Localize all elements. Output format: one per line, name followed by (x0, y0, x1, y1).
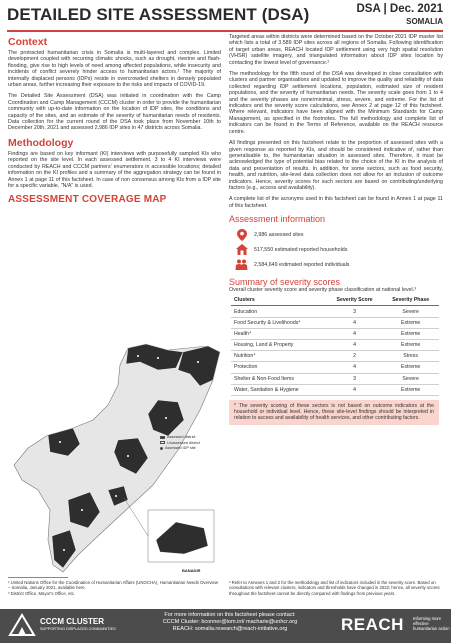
cell-score: 4 (327, 340, 383, 351)
overview-households (235, 242, 443, 257)
country-label: SOMALIA (406, 17, 443, 26)
cell-phase: Extreme (382, 384, 439, 395)
methodology-heading: Methodology (8, 136, 74, 149)
cell-score: 3 (327, 306, 383, 317)
cccm-cluster-name: CCCM CLUSTER (40, 617, 104, 626)
cell-cluster: Housing, Land & Property (231, 340, 327, 351)
context-paragraph-1: The protracted humanitarian crisis in Somalia is multi-layered and complex. Limited development coupled with recurring climatic shocks, such as drought, riverine and flash-flooding, give rise to high levels of need among affected populations, while insecurity and incidents of conflict severely hinder access to humanitarian actors.¹ The majority of internally displaced persons (IDPs) reside in overcrowded shelters in densely populated urban areas, further increasing their exposure to the risks and impacts of COVID-19. (8, 50, 221, 89)
cell-score: 4 (327, 362, 383, 373)
severity-table-header (231, 295, 439, 306)
contact-line-3: REACH: somalia.research@reach-initiative.org (172, 626, 288, 632)
reach-logo: REACH (341, 615, 404, 634)
location-pin-icon (235, 229, 248, 241)
cell-cluster: Health⁴ (231, 328, 327, 339)
intro-paragraph-1: Targeted areas within districts were determined based on the October 2021 IDP master list which lists a total of 3,589 IDP sites across all regions of Somalia. Following identification of target urban areas, REACH located IDP settlement using very high spatial resolution (VHSR) satellite imagery, and triangulated information about IDP sites location by contacting the lowest level of governance.² (229, 34, 443, 66)
cell-phase: Extreme (382, 317, 439, 328)
cell-score: 2 (327, 351, 383, 362)
report-date: DSA | Dec. 2021 (356, 3, 443, 15)
page-header (0, 0, 451, 30)
cell-phase: Extreme (382, 340, 439, 351)
legend-label-unassessed: Unassessed district (167, 440, 200, 445)
severity-note: * The severity scoring of these sectors is not based on outcome indicators at the household or individual level. Hence, these site-level findings should be interpreted in relation to access and availability of health services, and other contributing factors. (229, 400, 439, 425)
severity-subtitle: Overall cluster severity score and severity phase classification at national level.³ (229, 287, 416, 294)
overview-households-text: 517,550 estimated reported households (254, 246, 348, 253)
contact-info (130, 612, 330, 633)
cell-phase: Severe (382, 373, 439, 384)
overview-individuals (235, 257, 443, 272)
overview-sites (235, 227, 443, 242)
map-legend (160, 435, 200, 452)
intro-paragraph-3: All findings presented on this factsheet relate to the proportion of assessed sites with a given response as reported by KIs, and should be considered indicative of, rather than generalisable to, the humanitarian situation in assessed sites. Therefore, it must be acknowledged the type of potential bias related to the choice of the KI in the analysis of data and presentation of results. In addition, for some sectors, such as food security, health, and nutrition, site-level data collection does not allow for an inclusion of outcome indicators. Hence, severity scores for such sectors are based on contributing/underlying factors (e.g., access and availability). (229, 140, 443, 191)
col-clusters: Clusters (231, 295, 327, 306)
assessment-info-heading: Assessment information (229, 214, 326, 225)
header-divider (7, 30, 443, 32)
footnotes-left: ¹ United Nations Office for the Coordination of Humanitarian Affairs (UNOCHA), Humanitarian Needs Overview – Somalia, January 2021, available here. ² District Office, Mayor's Office, etc. (8, 580, 218, 596)
map-heading: ASSESSMENT COVERAGE MAP (8, 194, 167, 206)
table-row (231, 306, 439, 317)
footnote-divider (8, 577, 68, 578)
assessment-coverage-map (8, 340, 223, 578)
overview-individuals-text: 2,584,649 estimated reported individuals (254, 261, 350, 268)
cell-score: 4 (327, 317, 383, 328)
footnotes-right: ³ Refer to Annexes 1 and 2 for the methodology and list of indicators included in the severity score. Based on consultations with relevant clusters, indicators and thresholds have changed in 2022; hence, all severity scores throughout the factsheet cannot be directly compared with findings from previous years. (229, 580, 440, 596)
reach-tagline: Informing more effective humanitarian action (413, 616, 450, 631)
context-heading: Context (8, 36, 48, 48)
cell-cluster: Water, Sanitation & Hygiene (231, 384, 327, 395)
cell-phase: Severe (382, 306, 439, 317)
cell-cluster: Food Security & Livelihoods⁴ (231, 317, 327, 328)
cell-cluster: Protection (231, 362, 327, 373)
legend-label-site: Assessed IDP site (165, 446, 196, 450)
legend-label-assessed: Assessed district (167, 435, 196, 439)
intro-paragraph-2: The methodology for the fifth round of the DSA was developed in close consultation with clusters and partner organisations and updated to improve the quality and reliability of data collected regarding IDP settlement locations, population, estimated size of resident populations, and the severity of humanitarian needs. The severity scale goes from 1 to 4 and the severity phases are none/minimal, stress, severe, and extreme. For the list of indicators and the severity score calculations, see Annex 2 at page 12 of this factsheet. Where relevant, indicators have been aligned with the Minimum Standards for Camp Management, as specified in the footnotes. The full methodology and complete list of indicators can be found in the Terms of Reference, available on the REACH resource centre. (229, 71, 443, 135)
legend-unassessed (160, 441, 200, 445)
legend-site (160, 446, 200, 450)
cell-cluster: Shelter & Non-Food Items (231, 373, 327, 384)
cell-score: 3 (327, 373, 383, 384)
page-footer (0, 609, 451, 643)
somalia-map-svg (8, 340, 223, 578)
table-row (231, 384, 439, 395)
legend-swatch-assessed (160, 436, 165, 439)
context-paragraph-2: The Detailed Site Assessment (DSA) was initiated in coordination with the Camp Coordination and Camp Management (CCCM) cluster in order to provide the humanitarian community with up-to-date information on the location of IDP sites, the conditions and capacity of the sites, and an estimate of the severity of humanitarian needs of residents. Data collection for the current round of the DSA took place from November 10th to December 20th, 2021 and assessed 2,986 IDP sites in 47 districts across Somalia. (8, 93, 221, 132)
legend-swatch-unassessed (160, 441, 165, 444)
banadir-label: BANADIR (182, 568, 201, 573)
cell-phase: Extreme (382, 362, 439, 373)
contact-line-1: For more information on this factsheet please contact: (164, 612, 296, 618)
table-row (231, 317, 439, 328)
right-column (229, 34, 443, 425)
left-column (8, 36, 221, 205)
cell-score: 4 (327, 328, 383, 339)
table-row (231, 373, 439, 384)
cccm-tent-icon (8, 613, 36, 637)
intro-paragraph-4: A complete list of the acronyms used in this factsheet can be found in Annex 1 at page 11 of this factsheet. (229, 196, 443, 209)
severity-heading: Summary of severity scores (229, 277, 341, 288)
table-row (231, 328, 439, 339)
col-severity-phase: Severity Phase (382, 295, 439, 306)
page-title: DETAILED SITE ASSESSMENT (DSA) (7, 5, 310, 24)
table-row (231, 351, 439, 362)
contact-line-2: CCCM Cluster: bconner@iom.int/ macharie@unhcr.org (162, 619, 298, 625)
people-icon (235, 259, 248, 271)
table-row (231, 362, 439, 373)
cell-cluster: Education (231, 306, 327, 317)
overview-sites-text: 2,986 assessed sites (254, 231, 304, 238)
cccm-cluster-tagline: SUPPORTING DISPLACED COMMUNITIES (40, 627, 116, 631)
cell-phase: Extreme (382, 328, 439, 339)
household-icon (235, 244, 248, 256)
cell-cluster: Nutrition⁴ (231, 351, 327, 362)
legend-swatch-site (160, 447, 163, 450)
methodology-paragraph: Findings are based on key informant (KI) interviews with purposefully sampled KIs who reported on the site level. In each assessed settlement, 3 to 4 KI interviews were conducted by REACH and CCCM partners' enumerators in accessible locations; detailed information on the KI profiles and a summary of the aggregation strategy can be found in Annex 1 at page 11 of this factsheet. In case of non consensus among KIs from a IDP site for a specific variable, "N/A" is used. (8, 150, 221, 189)
severity-table (231, 295, 439, 396)
table-row (231, 340, 439, 351)
legend-assessed (160, 435, 200, 439)
col-severity-score: Severity Score (327, 295, 383, 306)
inset-connector (124, 498, 148, 536)
cell-score: 4 (327, 384, 383, 395)
cell-phase: Stress (382, 351, 439, 362)
